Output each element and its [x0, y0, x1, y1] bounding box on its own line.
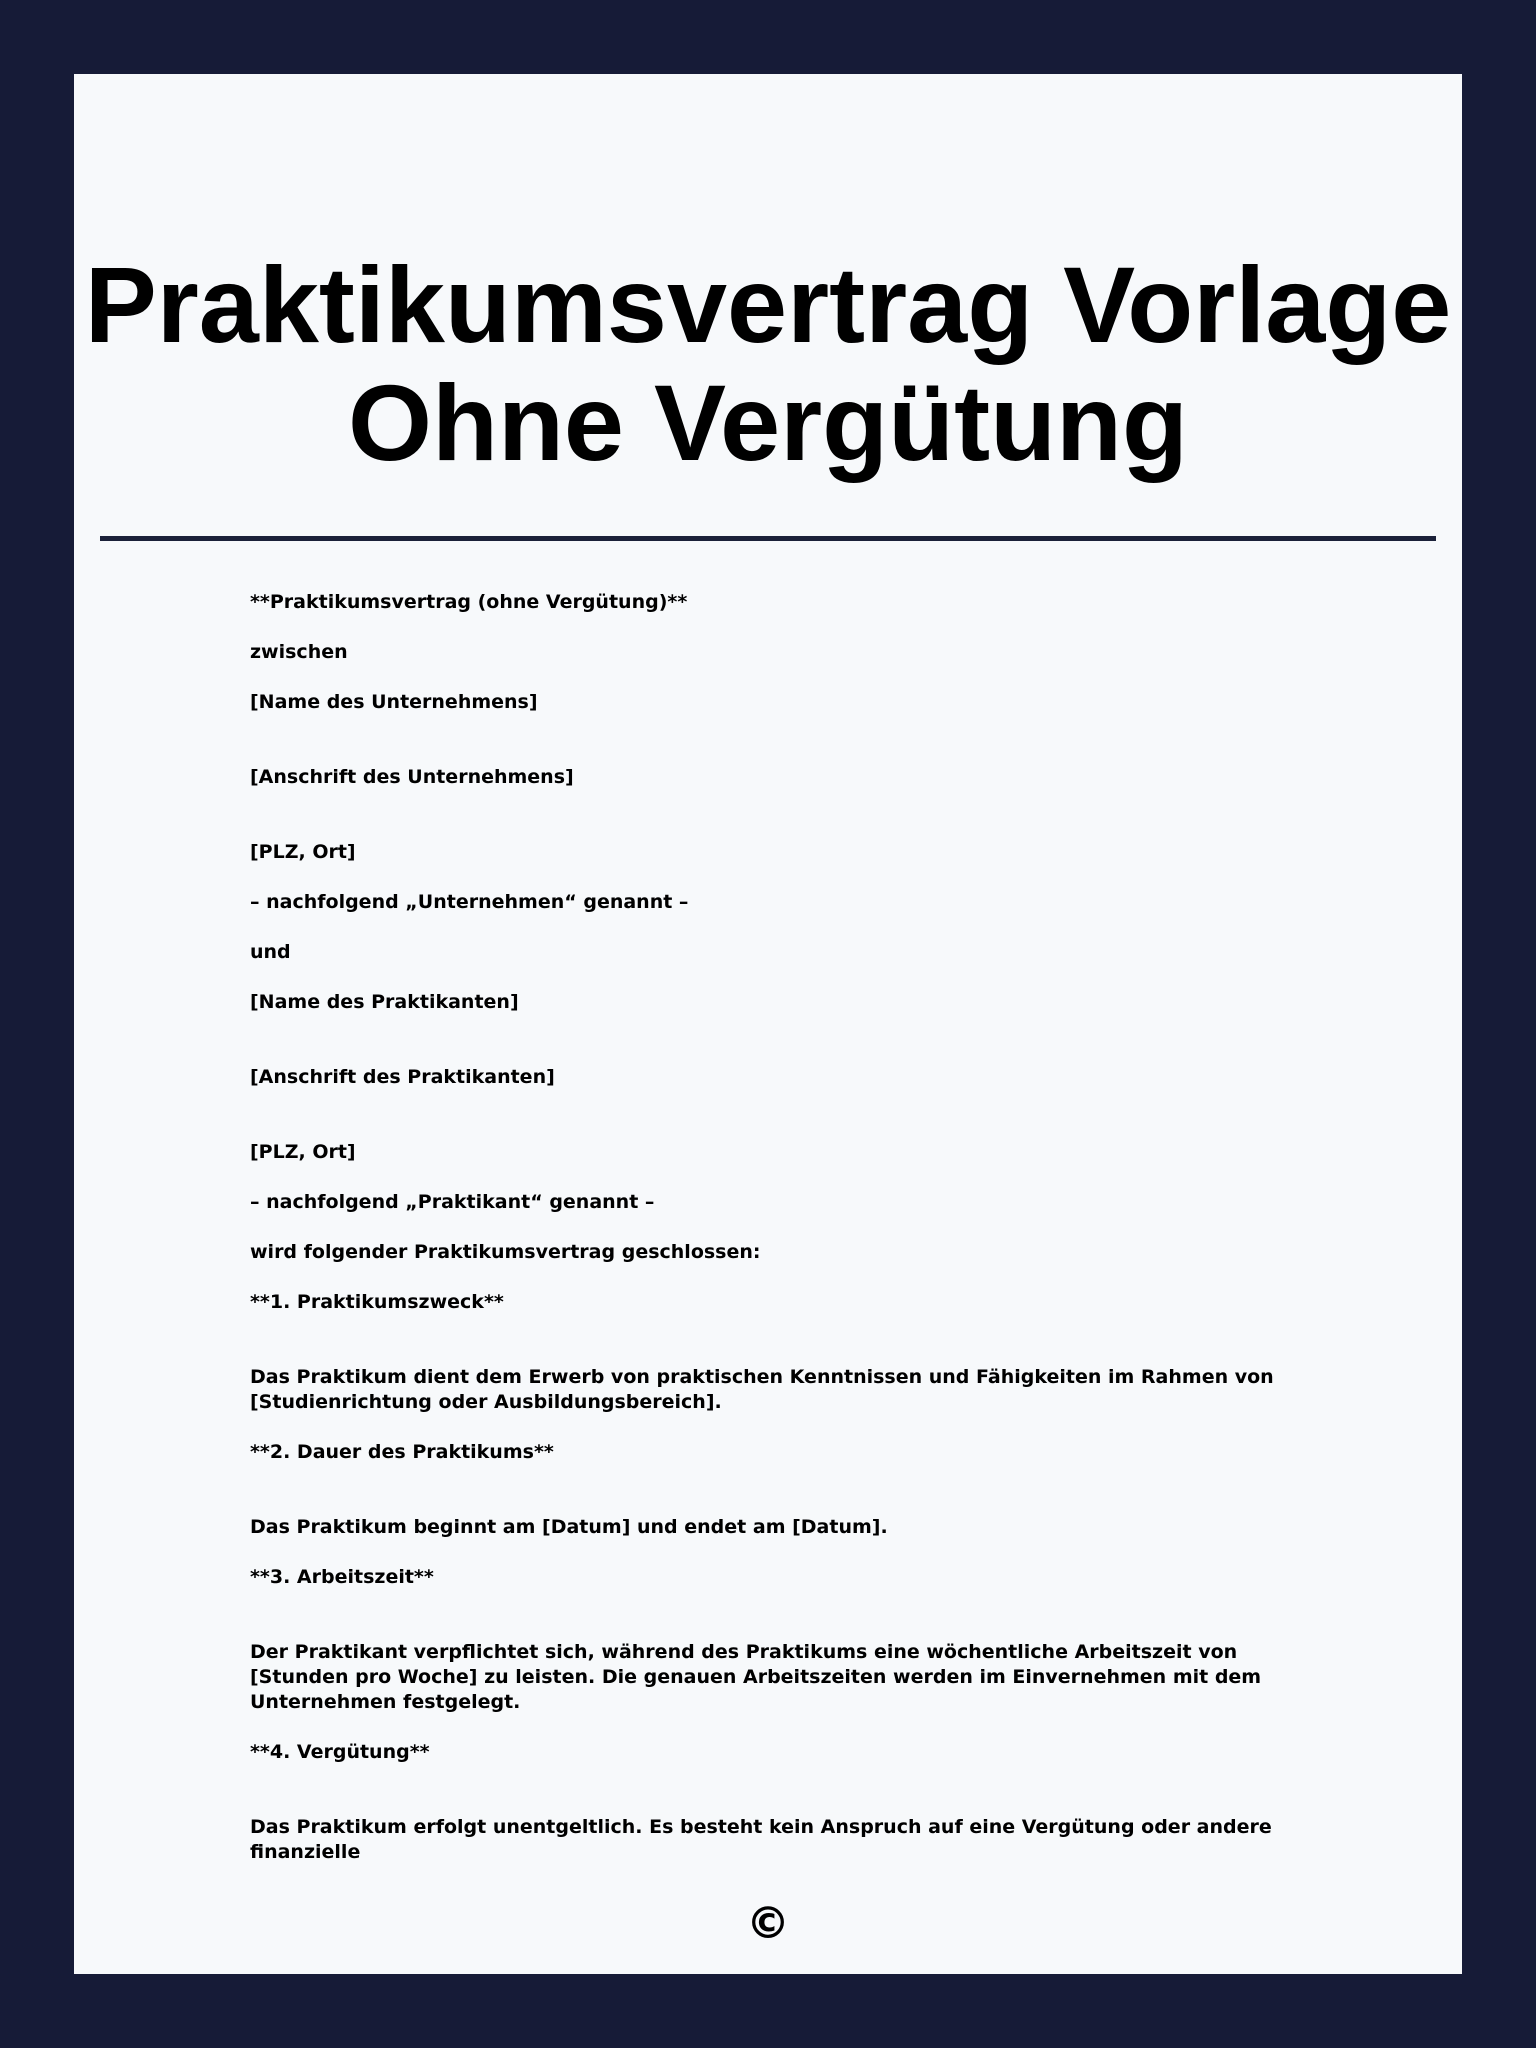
- document-page: [74, 74, 1462, 1974]
- section-heading-4: **4. Vergütung**: [250, 1741, 430, 1763]
- company-name-placeholder: [Name des Unternehmens]: [250, 691, 538, 713]
- company-designation: – nachfolgend „Unternehmen“ genannt –: [250, 891, 689, 913]
- contract-heading: **Praktikumsvertrag (ohne Vergütung)**: [250, 591, 688, 613]
- company-city-placeholder: [PLZ, Ort]: [250, 841, 356, 863]
- section-text-4: Das Praktikum erfolgt unentgeltlich. Es besteht kein Anspruch auf eine Vergütung oder andere finanzielle: [250, 1816, 1272, 1863]
- contract-intro: wird folgender Praktikumsvertrag geschlossen:: [250, 1241, 761, 1263]
- section-text-3: Der Praktikant verpflichtet sich, während des Praktikums eine wöchentliche Arbeitszeit von [Stunden pro Woche] zu leisten. Die genauen Arbeitszeiten werden im Einvernehmen mit dem Unternehmen festgelegt.: [250, 1641, 1262, 1713]
- section-text-2: Das Praktikum beginnt am [Datum] und endet am [Datum].: [250, 1516, 888, 1538]
- section-heading-2: **2. Dauer des Praktikums**: [250, 1441, 554, 1463]
- intern-city-placeholder: [PLZ, Ort]: [250, 1141, 356, 1163]
- copyright-icon: ©: [746, 1898, 790, 1949]
- section-text-1: Das Praktikum dient dem Erwerb von praktischen Kenntnissen und Fähigkeiten im Rahmen von [Studienrichtung oder Ausbildungsbereich].: [250, 1366, 1274, 1413]
- contract-and: und: [250, 941, 291, 963]
- title-line-1: Praktikumsvertrag Vorlage: [84, 244, 1452, 365]
- document-title: [74, 246, 1462, 482]
- intern-name-placeholder: [Name des Praktikanten]: [250, 991, 519, 1013]
- section-heading-1: **1. Praktikumszweck**: [250, 1291, 504, 1313]
- section-heading-3: **3. Arbeitszeit**: [250, 1566, 434, 1588]
- company-address-placeholder: [Anschrift des Unternehmens]: [250, 766, 574, 788]
- intern-address-placeholder: [Anschrift des Praktikanten]: [250, 1066, 555, 1088]
- contract-body: [250, 590, 1290, 1890]
- title-divider: [100, 536, 1436, 541]
- intern-designation: – nachfolgend „Praktikant“ genannt –: [250, 1191, 655, 1213]
- title-line-2: Ohne Vergütung: [347, 362, 1188, 483]
- contract-between: zwischen: [250, 641, 348, 663]
